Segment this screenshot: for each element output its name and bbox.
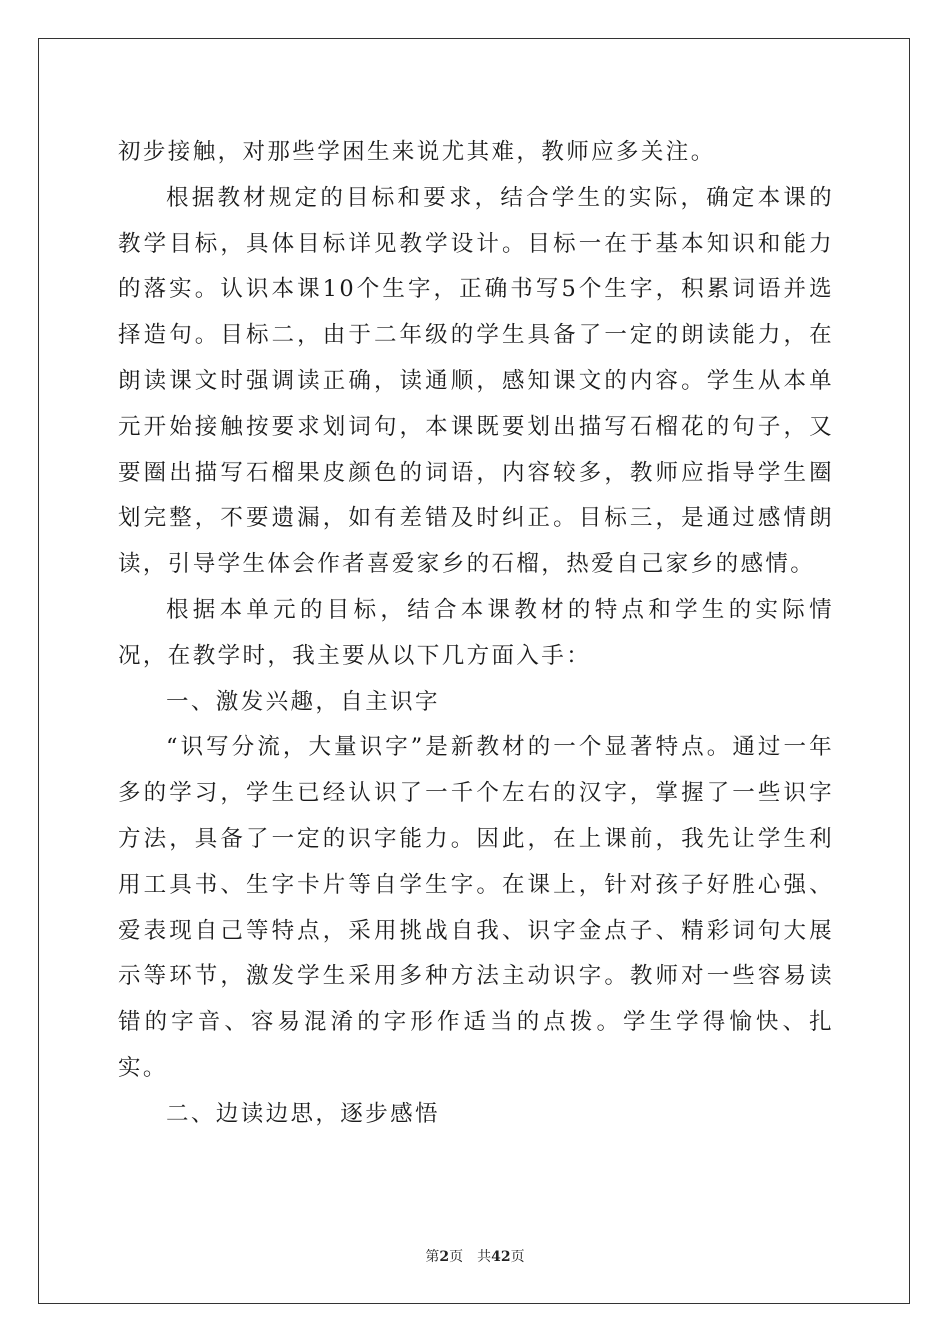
document-body: [118, 130, 834, 1138]
paragraph-1: 初步接触，对那些学困生来说尤其难，教师应多关注。: [118, 139, 716, 165]
total-suffix: 页: [510, 1249, 525, 1265]
page-prefix: 第: [425, 1249, 440, 1265]
paragraph-3: 根据本单元的目标，结合本课教材的特点和学生的实际情况，在教学时，我主要从以下几方面入手：: [118, 596, 834, 669]
section-heading-1: 一、激发兴趣，自主识字: [166, 688, 440, 715]
total-prefix: 共: [477, 1249, 492, 1265]
paragraph-2: 根据教材规定的目标和要求，结合学生的实际，确定本课的教学目标，具体目标详见教学设计。目标一在于基本知识和能力的落实。认识本课10个生字，正确书写5个生字，积累词语并选择造句。目标二，由于二年级的学生具备了一定的朗读能力，在朗读课文时强调读正确，读通顺，感知课文的内容。学生从本单元开始接触按要求划词句，本课既要划出描写石榴花的句子，又要圈出描写石榴果皮颜色的词语，内容较多，教师应指导学生圈划完整，不要遗漏，如有差错及时纠正。目标三，是通过感情朗读，引导学生体会作者喜爱家乡的石榴，热爱自己家乡的感情。: [118, 184, 834, 578]
page-footer: [0, 1247, 950, 1267]
total-pages: 42: [491, 1249, 511, 1265]
section-heading-2: 二、边读边思，逐步感悟: [166, 1100, 440, 1127]
page-suffix: 页: [449, 1249, 464, 1265]
page-number: 2: [439, 1249, 450, 1265]
paragraph-4: “识写分流，大量识字”是新教材的一个显著特点。通过一年多的学习，学生已经认识了一千个左右的汉字，掌握了一些识字方法，具备了一定的识字能力。因此，在上课前，我先让学生利用工具书、生字卡片等自学生字。在课上，针对孩子好胜心强、爱表现自己等特点，采用挑战自我、识字金点子、精彩词句大展示等环节，激发学生采用多种方法主动识字。教师对一些容易读错的字音、容易混淆的字形作适当的点拨。学生学得愉快、扎实。: [118, 734, 834, 1081]
